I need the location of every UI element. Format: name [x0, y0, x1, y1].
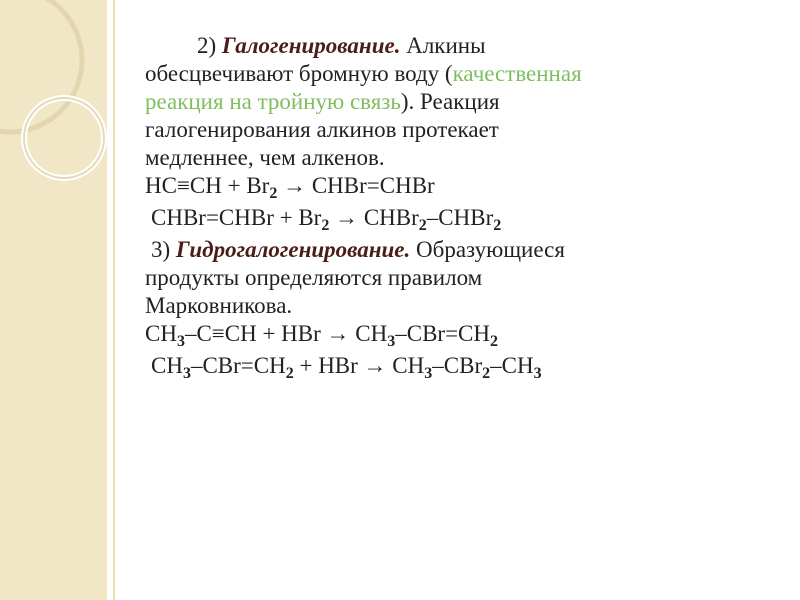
eq-part: + HBr → CH	[293, 353, 425, 378]
decorative-rings	[0, 0, 107, 600]
eq-part: CHBr=CHBr + Br	[151, 205, 322, 230]
section3-heading: Гидрогалогенирование.	[175, 237, 411, 262]
eq-part: –CBr=CH	[190, 353, 286, 378]
eq-part: HC≡CH + Br	[145, 173, 270, 198]
section2-heading-line	[145, 32, 765, 60]
eq-part: –CBr=CH	[395, 321, 491, 346]
section2-number: 2)	[197, 33, 217, 58]
section2-heading: Галогенирование.	[221, 33, 401, 58]
equation-bromination-2	[145, 204, 765, 232]
section2-line2	[145, 60, 765, 88]
eq-part: –CBr	[432, 353, 483, 378]
eq-subscript: 2	[269, 185, 278, 202]
equation-bromination-1	[145, 172, 765, 200]
section2-line3	[145, 88, 765, 116]
section2-line3-text: ). Реакция	[400, 89, 500, 114]
equation-hydrobromination-2	[145, 352, 765, 380]
section3-heading-line	[145, 236, 765, 264]
eq-subscript: 2	[285, 365, 294, 382]
eq-part: –CH	[490, 353, 534, 378]
eq-subscript: 2	[493, 217, 502, 234]
section3-line3: Марковникова.	[145, 293, 293, 318]
eq-subscript: 3	[176, 333, 185, 350]
decorative-ring-large	[0, 0, 82, 132]
eq-part: –CHBr	[426, 205, 494, 230]
highlight-triple-bond: реакция на тройную связь	[145, 89, 401, 114]
highlight-qualitative: качественная	[452, 61, 582, 86]
eq-subscript: 3	[424, 365, 433, 382]
section3-line2: продукты определяются правилом	[145, 265, 483, 290]
eq-part: –C≡CH + HBr → CH	[184, 321, 388, 346]
section2-line4: галогенирования алкинов протекает	[145, 117, 499, 142]
section3-number: 3)	[151, 237, 171, 262]
decorative-sidebar	[0, 0, 107, 600]
eq-part: CH	[151, 353, 183, 378]
slide-body	[145, 32, 765, 380]
eq-subscript: 2	[418, 217, 427, 234]
section3-intro: Образующиеся	[416, 237, 565, 262]
section2-line5: медленнее, чем алкенов.	[145, 145, 385, 170]
eq-subscript: 2	[490, 333, 499, 350]
eq-subscript: 3	[387, 333, 396, 350]
eq-part: → CHBr=CHBr	[277, 173, 435, 198]
equation-hydrobromination-1	[145, 320, 765, 348]
eq-subscript: 2	[482, 365, 491, 382]
sidebar-divider	[113, 0, 115, 600]
eq-subscript: 3	[182, 365, 191, 382]
eq-part: CH	[145, 321, 177, 346]
eq-subscript: 2	[321, 217, 330, 234]
section2-intro: Алкины	[406, 33, 486, 58]
eq-subscript: 3	[533, 365, 542, 382]
section2-line2-text: обесцвечивают бромную воду (	[145, 61, 453, 86]
eq-part: → CHBr	[329, 205, 419, 230]
